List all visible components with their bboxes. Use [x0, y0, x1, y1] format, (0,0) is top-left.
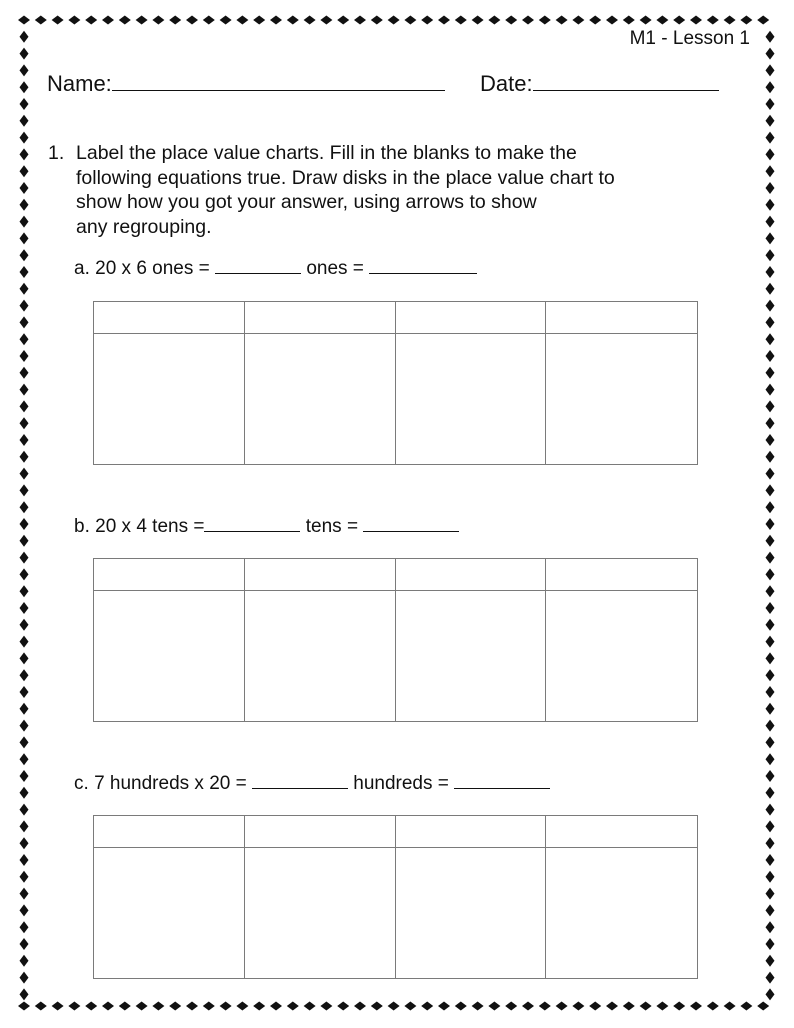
part-c-equation: [74, 772, 550, 795]
border-diamond: [766, 283, 775, 295]
border-diamond: [690, 1002, 702, 1011]
part-b-equation: [74, 515, 459, 538]
border-diamond: [20, 871, 29, 883]
border-diamond: [52, 1002, 64, 1011]
border-diamond: [707, 16, 719, 25]
chart-header-cell[interactable]: [245, 302, 396, 334]
date-field[interactable]: [480, 70, 719, 97]
border-diamond: [20, 854, 29, 866]
chart-body-cell[interactable]: [396, 334, 547, 464]
equation-left: 7 hundreds x 20 =: [94, 773, 247, 794]
border-diamond: [766, 720, 775, 732]
border-diamond: [766, 535, 775, 547]
border-diamond: [287, 1002, 299, 1011]
border-diamond: [119, 1002, 131, 1011]
border-diamond: [766, 132, 775, 144]
border-diamond: [589, 1002, 601, 1011]
border-diamond: [20, 787, 29, 799]
chart-body-cell[interactable]: [245, 848, 396, 978]
border-diamond: [606, 16, 618, 25]
border-diamond: [371, 16, 383, 25]
border-diamond: [589, 16, 601, 25]
border-diamond: [136, 16, 148, 25]
border-diamond: [766, 619, 775, 631]
instruction-line: following equations true. Draw disks in the place value chart to: [76, 166, 615, 189]
border-diamond: [203, 16, 215, 25]
border-diamond: [20, 350, 29, 362]
answer-blank[interactable]: [215, 257, 301, 274]
border-diamond: [766, 484, 775, 496]
border-diamond: [766, 652, 775, 664]
border-diamond: [20, 434, 29, 446]
border-diamond: [766, 585, 775, 597]
border-diamond: [472, 1002, 484, 1011]
chart-header-cell[interactable]: [245, 816, 396, 848]
border-diamond: [304, 16, 316, 25]
equation-middle: hundreds =: [353, 773, 449, 794]
name-field[interactable]: [47, 70, 445, 97]
border-diamond: [20, 266, 29, 278]
border-diamond: [766, 787, 775, 799]
border-diamond: [20, 921, 29, 933]
border-diamond: [766, 232, 775, 244]
chart-header-cell[interactable]: [94, 559, 245, 591]
border-diamond: [354, 16, 366, 25]
border-diamond: [539, 1002, 551, 1011]
border-diamond: [766, 350, 775, 362]
border-diamond: [220, 1002, 232, 1011]
border-diamond: [766, 753, 775, 765]
place-value-chart-b: [93, 558, 698, 722]
border-diamond: [707, 1002, 719, 1011]
border-diamond: [169, 16, 181, 25]
border-diamond: [20, 636, 29, 648]
border-diamond: [20, 837, 29, 849]
chart-body-cell[interactable]: [94, 591, 245, 721]
chart-header-cell[interactable]: [546, 302, 697, 334]
chart-body-cell[interactable]: [546, 848, 697, 978]
border-diamond: [640, 1002, 652, 1011]
place-value-chart-c: [93, 815, 698, 979]
border-diamond: [766, 468, 775, 480]
border-diamond: [20, 972, 29, 984]
border-diamond: [724, 16, 736, 25]
border-diamond: [20, 703, 29, 715]
border-diamond: [337, 1002, 349, 1011]
part-a-equation: [74, 257, 477, 280]
border-diamond: [287, 16, 299, 25]
border-diamond: [320, 16, 332, 25]
border-diamond: [20, 669, 29, 681]
border-diamond: [270, 16, 282, 25]
border-diamond: [388, 1002, 400, 1011]
date-label: Date:: [480, 71, 533, 96]
instruction-line: Label the place value charts. Fill in the blanks to make the: [76, 142, 577, 164]
border-diamond: [186, 16, 198, 25]
border-diamond: [505, 16, 517, 25]
border-diamond: [766, 636, 775, 648]
border-diamond: [20, 904, 29, 916]
chart-header-cell[interactable]: [94, 816, 245, 848]
part-label: b.: [74, 516, 90, 537]
border-diamond: [766, 165, 775, 177]
border-diamond: [766, 216, 775, 228]
border-diamond: [766, 148, 775, 160]
border-diamond: [673, 16, 685, 25]
border-diamond: [236, 16, 248, 25]
border-diamond: [304, 1002, 316, 1011]
answer-blank[interactable]: [363, 515, 459, 532]
chart-header-cell[interactable]: [396, 302, 547, 334]
border-diamond: [20, 619, 29, 631]
border-diamond: [371, 1002, 383, 1011]
border-diamond: [766, 64, 775, 76]
border-diamond: [766, 602, 775, 614]
border-diamond: [572, 1002, 584, 1011]
chart-header-cell[interactable]: [94, 302, 245, 334]
part-label: c.: [74, 773, 89, 794]
border-diamond: [20, 384, 29, 396]
border-diamond: [20, 652, 29, 664]
border-diamond: [186, 1002, 198, 1011]
border-diamond: [20, 585, 29, 597]
border-diamond: [673, 1002, 685, 1011]
border-diamond: [35, 16, 47, 25]
instruction-line: show how you got your answer, using arrows to show: [76, 191, 537, 213]
border-diamond: [20, 48, 29, 60]
border-diamond: [421, 1002, 433, 1011]
border-diamond: [20, 468, 29, 480]
border-diamond: [35, 1002, 47, 1011]
border-diamond: [572, 16, 584, 25]
equation-middle: ones =: [306, 258, 364, 279]
border-diamond: [20, 955, 29, 967]
border-diamond: [766, 501, 775, 513]
border-diamond: [766, 266, 775, 278]
border-diamond: [20, 165, 29, 177]
border-diamond: [20, 753, 29, 765]
border-diamond: [169, 1002, 181, 1011]
chart-header-cell[interactable]: [396, 816, 547, 848]
chart-header-cell[interactable]: [245, 559, 396, 591]
border-diamond: [488, 1002, 500, 1011]
border-diamond: [766, 31, 775, 43]
border-diamond: [766, 837, 775, 849]
border-diamond: [20, 770, 29, 782]
border-diamond: [20, 283, 29, 295]
problem-instructions: [76, 141, 615, 239]
chart-header-cell[interactable]: [546, 559, 697, 591]
border-diamond: [556, 1002, 568, 1011]
border-diamond: [119, 16, 131, 25]
border-diamond: [421, 16, 433, 25]
border-diamond: [68, 1002, 80, 1011]
chart-body-cell[interactable]: [94, 848, 245, 978]
border-diamond: [656, 1002, 668, 1011]
border-diamond: [766, 48, 775, 60]
border-diamond: [20, 367, 29, 379]
border-diamond: [20, 148, 29, 160]
problem-number: 1.: [48, 142, 65, 164]
border-diamond: [766, 904, 775, 916]
border-diamond: [354, 1002, 366, 1011]
border-diamond: [766, 518, 775, 530]
border-diamond: [20, 736, 29, 748]
chart-header-cell[interactable]: [546, 816, 697, 848]
border-diamond: [20, 552, 29, 564]
border-diamond: [766, 854, 775, 866]
border-diamond: [766, 98, 775, 110]
chart-body-cell[interactable]: [245, 591, 396, 721]
border-diamond: [20, 115, 29, 127]
border-diamond: [556, 16, 568, 25]
answer-blank[interactable]: [454, 772, 550, 789]
border-diamond: [766, 81, 775, 93]
border-diamond: [488, 16, 500, 25]
border-diamond: [766, 182, 775, 194]
border-diamond: [404, 1002, 416, 1011]
border-diamond: [640, 16, 652, 25]
border-diamond: [740, 16, 752, 25]
border-diamond: [20, 820, 29, 832]
border-diamond: [253, 16, 265, 25]
border-diamond: [522, 16, 534, 25]
border-diamond: [20, 451, 29, 463]
border-diamond: [20, 602, 29, 614]
border-diamond: [766, 434, 775, 446]
border-diamond: [766, 669, 775, 681]
border-diamond: [20, 535, 29, 547]
border-diamond: [20, 804, 29, 816]
border-diamond: [606, 1002, 618, 1011]
border-diamond: [20, 888, 29, 900]
border-diamond: [766, 820, 775, 832]
part-label: a.: [74, 258, 90, 279]
border-diamond: [20, 232, 29, 244]
border-diamond: [766, 955, 775, 967]
equation-left: 20 x 6 ones =: [95, 258, 210, 279]
border-diamond: [766, 938, 775, 950]
border-diamond: [539, 16, 551, 25]
border-diamond: [20, 988, 29, 1000]
border-diamond: [203, 1002, 215, 1011]
border-diamond: [766, 115, 775, 127]
border-diamond: [253, 1002, 265, 1011]
border-diamond: [438, 16, 450, 25]
border-diamond: [20, 417, 29, 429]
border-diamond: [404, 16, 416, 25]
border-diamond: [766, 249, 775, 261]
chart-body-cell[interactable]: [396, 591, 547, 721]
border-diamond: [766, 300, 775, 312]
chart-body-cell[interactable]: [396, 848, 547, 978]
border-diamond: [20, 686, 29, 698]
border-diamond: [505, 1002, 517, 1011]
border-diamond: [102, 16, 114, 25]
border-diamond: [85, 16, 97, 25]
answer-blank[interactable]: [252, 772, 348, 789]
border-diamond: [438, 1002, 450, 1011]
equation-left: 20 x 4 tens =: [95, 516, 205, 537]
border-diamond: [766, 316, 775, 328]
border-diamond: [766, 871, 775, 883]
place-value-chart-a: [93, 301, 698, 465]
chart-body-cell[interactable]: [546, 334, 697, 464]
border-diamond: [85, 1002, 97, 1011]
border-diamond: [656, 16, 668, 25]
border-diamond: [20, 501, 29, 513]
border-diamond: [220, 16, 232, 25]
border-diamond: [766, 199, 775, 211]
border-diamond: [20, 300, 29, 312]
border-diamond: [152, 1002, 164, 1011]
equation-middle: tens =: [305, 516, 359, 537]
border-diamond: [690, 16, 702, 25]
border-diamond: [766, 921, 775, 933]
border-diamond: [455, 1002, 467, 1011]
name-label: Name:: [47, 71, 112, 96]
border-diamond: [20, 484, 29, 496]
border-diamond: [766, 333, 775, 345]
border-diamond: [623, 16, 635, 25]
border-diamond: [766, 417, 775, 429]
border-diamond: [757, 1002, 769, 1011]
answer-blank[interactable]: [369, 257, 477, 274]
border-diamond: [136, 1002, 148, 1011]
border-diamond: [766, 988, 775, 1000]
border-diamond: [320, 1002, 332, 1011]
border-diamond: [740, 1002, 752, 1011]
border-diamond: [20, 518, 29, 530]
border-diamond: [766, 972, 775, 984]
border-diamond: [766, 451, 775, 463]
border-diamond: [20, 31, 29, 43]
border-diamond: [623, 1002, 635, 1011]
name-line[interactable]: [112, 70, 445, 91]
border-diamond: [766, 568, 775, 580]
border-diamond: [52, 16, 64, 25]
border-diamond: [766, 686, 775, 698]
border-diamond: [20, 182, 29, 194]
answer-blank[interactable]: [204, 515, 300, 532]
border-diamond: [20, 938, 29, 950]
border-diamond: [337, 16, 349, 25]
border-diamond: [766, 703, 775, 715]
border-diamond: [724, 1002, 736, 1011]
border-diamond: [18, 16, 30, 25]
border-diamond: [20, 132, 29, 144]
chart-body-cell[interactable]: [94, 334, 245, 464]
border-diamond: [20, 199, 29, 211]
lesson-label: M1 - Lesson 1: [629, 28, 750, 49]
border-diamond: [472, 16, 484, 25]
border-diamond: [20, 333, 29, 345]
border-diamond: [388, 16, 400, 25]
border-diamond: [20, 249, 29, 261]
border-diamond: [20, 316, 29, 328]
border-diamond: [766, 384, 775, 396]
border-diamond: [236, 1002, 248, 1011]
border-diamond: [270, 1002, 282, 1011]
border-diamond: [20, 81, 29, 93]
border-diamond: [102, 1002, 114, 1011]
border-diamond: [766, 888, 775, 900]
border-diamond: [766, 770, 775, 782]
border-diamond: [766, 804, 775, 816]
border-diamond: [766, 552, 775, 564]
border-diamond: [766, 400, 775, 412]
border-diamond: [757, 16, 769, 25]
border-diamond: [18, 1002, 30, 1011]
instruction-line: any regrouping.: [76, 215, 212, 238]
border-diamond: [20, 98, 29, 110]
border-diamond: [455, 16, 467, 25]
date-line[interactable]: [533, 70, 719, 91]
border-diamond: [20, 400, 29, 412]
border-diamond: [20, 216, 29, 228]
border-diamond: [522, 1002, 534, 1011]
border-diamond: [766, 736, 775, 748]
border-diamond: [20, 568, 29, 580]
chart-body-cell[interactable]: [245, 334, 396, 464]
chart-header-cell[interactable]: [396, 559, 547, 591]
border-diamond: [68, 16, 80, 25]
border-diamond: [20, 64, 29, 76]
border-diamond: [766, 367, 775, 379]
chart-body-cell[interactable]: [546, 591, 697, 721]
border-diamond: [152, 16, 164, 25]
border-diamond: [20, 720, 29, 732]
